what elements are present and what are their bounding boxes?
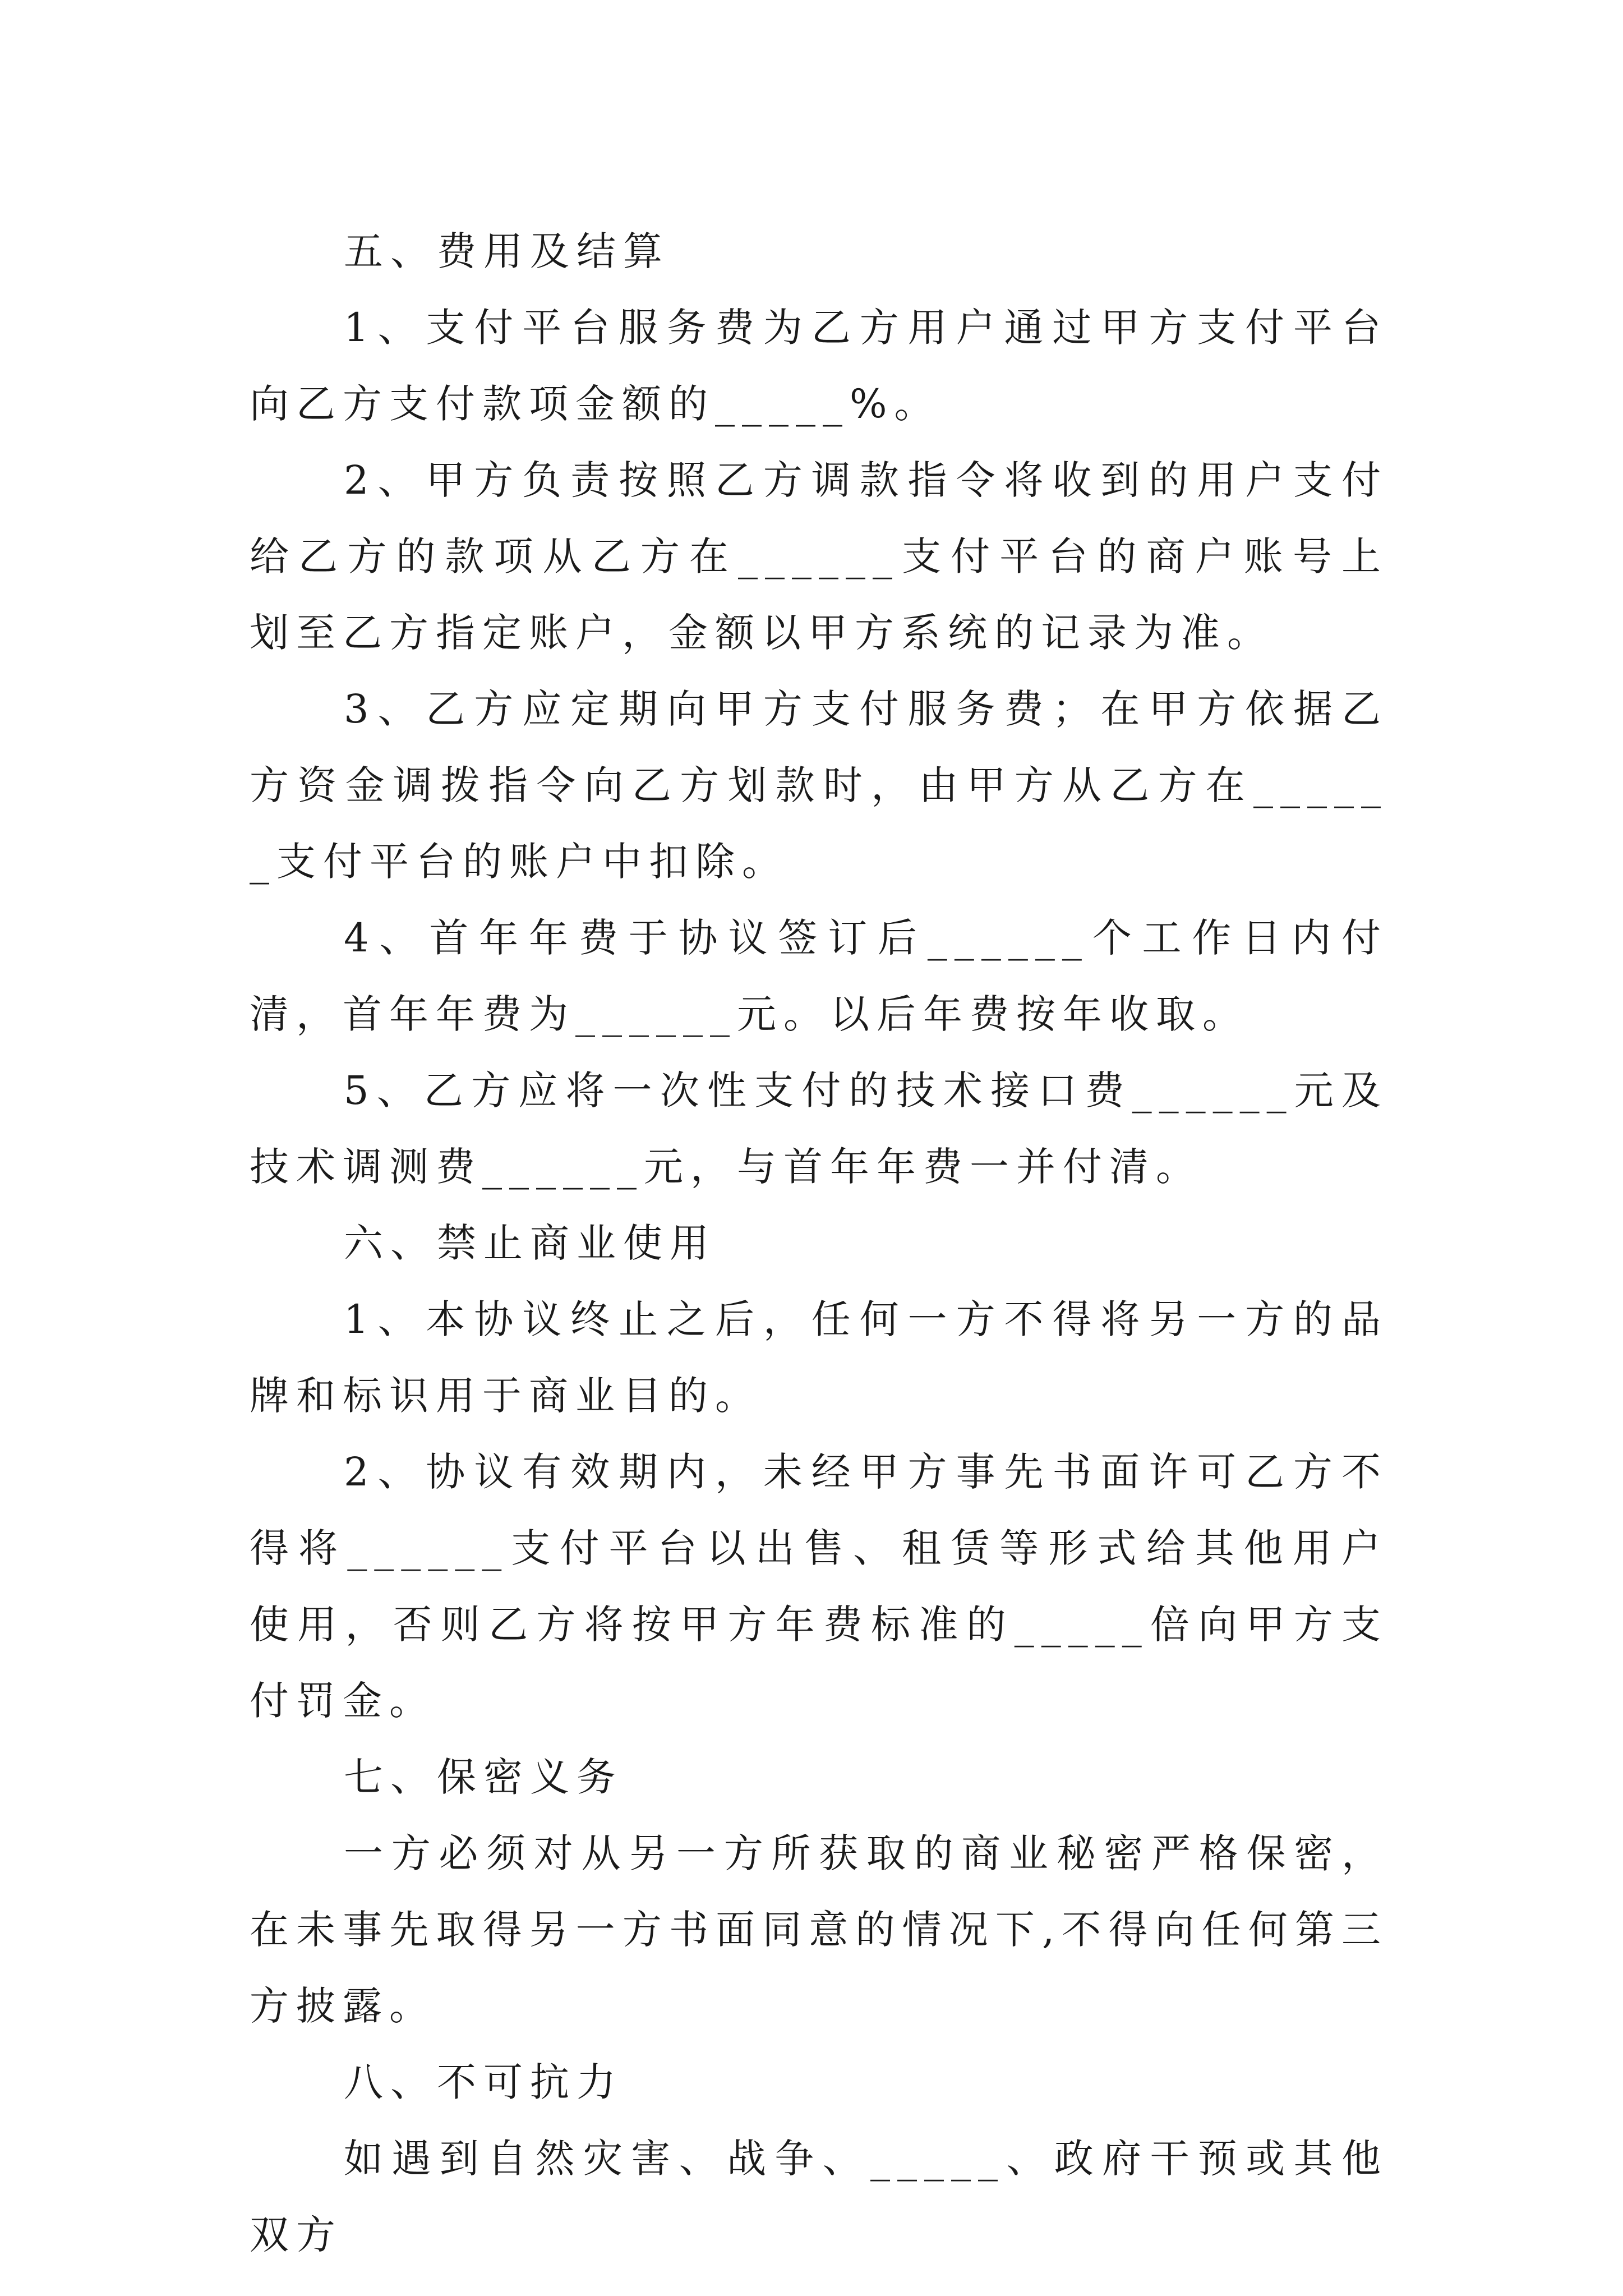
fees-clause-5: 5、乙方应将一次性支付的技术接口费______元及技术调测费______元，与首年年费一并付清。	[250, 1068, 1388, 1190]
confidentiality-clause: 一方必须对从另一方所获取的商业秘密严格保密，在未事先取得另一方书面同意的情况下,不得向任何第三方披露。	[250, 1830, 1388, 2029]
fees-clause-3: 3、乙方应定期向甲方支付服务费；在甲方依据乙方资金调拨指令向乙方划款时，由甲方从乙方在______支付平台的账户中扣除。	[250, 686, 1388, 885]
commercial-use-clause-1: 1、本协议终止之后，任何一方不得将另一方的品牌和标识用于商业目的。	[250, 1296, 1388, 1419]
document-body	[250, 213, 1388, 2273]
fees-clause-4: 4、首年年费于协议签订后______个工作日内付清，首年年费为______元。以后年费按年收取。	[250, 915, 1388, 1037]
fees-clause-2: 2、甲方负责按照乙方调款指令将收到的用户支付给乙方的款项从乙方在______支付平台的商户账号上划至乙方指定账户，金额以甲方系统的记录为准。	[250, 457, 1388, 656]
commercial-use-clause-2: 2、协议有效期内，未经甲方事先书面许可乙方不得将______支付平台以出售、租赁等形式给其他用户使用，否则乙方将按甲方年费标准的_____倍向甲方支付罚金。	[250, 1449, 1388, 1724]
section-heading-commercial-use: 六、禁止商业使用	[344, 1220, 716, 1266]
section-heading-force-majeure: 八、不可抗力	[344, 2059, 623, 2105]
fees-clause-1: 1、支付平台服务费为乙方用户通过甲方支付平台向乙方支付款项金额的_____%。	[250, 305, 1388, 427]
section-heading-fees: 五、费用及结算	[344, 228, 670, 274]
section-heading-confidentiality: 七、保密义务	[344, 1754, 623, 1800]
force-majeure-clause: 如遇到自然灾害、战争、_____、政府干预或其他双方	[250, 2136, 1388, 2258]
